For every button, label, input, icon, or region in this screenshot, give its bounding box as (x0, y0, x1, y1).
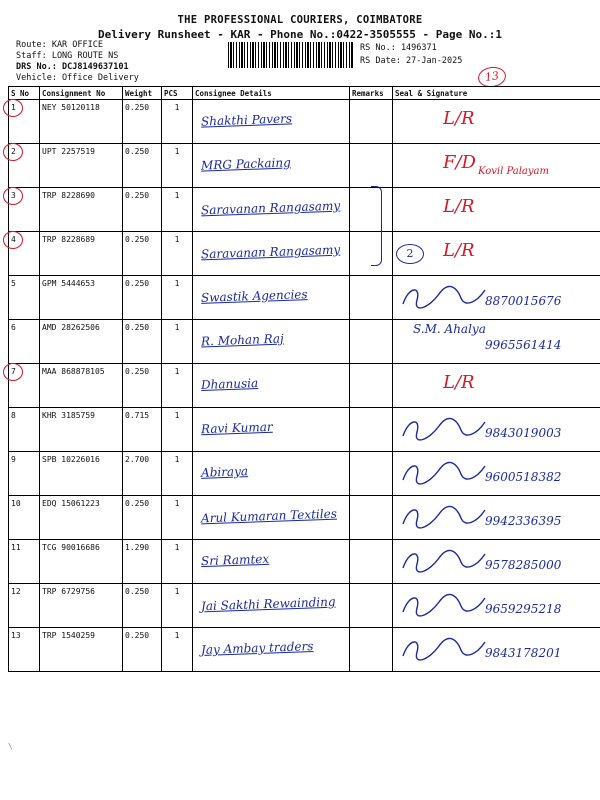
cell-remarks (350, 584, 393, 628)
cell-sno (9, 144, 40, 188)
sno-value: 5 (11, 279, 16, 288)
table-row (9, 364, 600, 408)
cell-weight: 1.290 (123, 540, 162, 584)
signature-scribble (399, 458, 489, 488)
cell-remarks (350, 100, 393, 144)
sno-value: 13 (11, 631, 21, 640)
phone-number: 8870015676 (485, 294, 562, 308)
drs-number: DRS No.: DCJ8149637101 (16, 62, 129, 72)
consignee-handwriting: Swastik Agencies (200, 287, 308, 305)
cell-remarks (350, 628, 393, 672)
sno-value: 7 (11, 367, 16, 376)
cell-remarks (350, 540, 393, 584)
cell-sno (9, 320, 40, 364)
cell-seal (393, 144, 600, 188)
cell-remarks (350, 408, 393, 452)
phone-number: 9965561414 (485, 338, 562, 352)
return-mark: L/R (443, 240, 475, 261)
red-circle-mark (3, 363, 23, 381)
cell-seal (393, 100, 600, 144)
cell-weight: 0.250 (123, 320, 162, 364)
cell-consignee (193, 408, 350, 452)
cell-sno (9, 100, 40, 144)
cell-seal (393, 408, 600, 452)
cell-seal (393, 584, 600, 628)
cell-consignee (193, 276, 350, 320)
cell-seal (393, 452, 600, 496)
cell-sno (9, 408, 40, 452)
cell-pcs: 1 (162, 584, 193, 628)
cell-sno (9, 188, 40, 232)
cell-remarks (350, 276, 393, 320)
signature-scribble (399, 590, 489, 620)
phone-number: 9843019003 (485, 426, 562, 440)
sno-value: 4 (11, 235, 16, 244)
cell-seal (393, 188, 600, 232)
cell-weight: 0.250 (123, 628, 162, 672)
cell-sno (9, 584, 40, 628)
location-note: Kovil Palayam (478, 166, 549, 177)
handwritten-page-count: 13 (477, 65, 508, 89)
cell-weight: 0.250 (123, 188, 162, 232)
return-mark: F/D (443, 152, 476, 173)
cell-weight: 0.250 (123, 496, 162, 540)
signature-scribble (399, 546, 489, 576)
col-weight: Weight (123, 87, 162, 100)
cell-consignment: TRP 8228689 (40, 232, 123, 276)
signature-scribble (399, 634, 489, 664)
cell-pcs: 1 (162, 100, 193, 144)
cell-consignee (193, 188, 350, 232)
cell-remarks (350, 452, 393, 496)
cell-weight: 0.250 (123, 584, 162, 628)
cell-sno (9, 628, 40, 672)
consignee-handwriting: Ravi Kumar (200, 419, 273, 437)
cell-pcs: 1 (162, 144, 193, 188)
cell-consignment: TRP 6729756 (40, 584, 123, 628)
cell-pcs: 1 (162, 276, 193, 320)
col-seal: Seal & Signature (393, 87, 600, 100)
phone-number: 9843178201 (485, 646, 562, 660)
sno-value: 6 (11, 323, 16, 332)
cell-consignment: GPM 5444653 (40, 276, 123, 320)
cell-consignee (193, 144, 350, 188)
cell-pcs: 1 (162, 232, 193, 276)
cell-sno (9, 232, 40, 276)
cell-weight: 0.250 (123, 364, 162, 408)
col-pcs: PCS (162, 87, 193, 100)
cell-sno (9, 540, 40, 584)
phone-number: 9942336395 (485, 514, 562, 528)
cell-seal (393, 364, 600, 408)
cell-seal (393, 628, 600, 672)
cell-pcs: 1 (162, 408, 193, 452)
sno-value: 9 (11, 455, 16, 464)
grouping-count-mark: 2 (396, 244, 424, 264)
table-row (9, 628, 600, 672)
cell-consignment: EDQ 15061223 (40, 496, 123, 540)
consignee-handwriting: Jai Sakthi Rewainding (200, 594, 336, 614)
consignee-handwriting: Abiraya (200, 464, 249, 480)
grouping-bracket (371, 186, 382, 266)
cell-pcs: 1 (162, 188, 193, 232)
table-header (9, 87, 600, 100)
return-mark: L/R (443, 108, 475, 129)
cell-weight: 0.715 (123, 408, 162, 452)
cell-weight: 0.250 (123, 100, 162, 144)
consignee-handwriting: Dhanusia (200, 376, 259, 392)
sno-value: 2 (11, 147, 16, 156)
sno-value: 3 (11, 191, 16, 200)
sno-value: 11 (11, 543, 21, 552)
table-row (9, 408, 600, 452)
consignee-handwriting: Saravanan Rangasamy (200, 198, 341, 218)
company-title: THE PROFESSIONAL COURIERS, COIMBATORE (177, 14, 423, 26)
cell-consignee (193, 628, 350, 672)
rs-date: RS Date: 27-Jan-2025 (360, 56, 463, 66)
table-row (9, 100, 600, 144)
cell-remarks (350, 320, 393, 364)
cell-sno (9, 496, 40, 540)
cell-weight: 0.250 (123, 232, 162, 276)
table-row (9, 232, 600, 276)
table-row (9, 496, 600, 540)
vehicle-label: Vehicle: Office Delivery (16, 73, 139, 83)
cell-consignment: KHR 3185759 (40, 408, 123, 452)
return-mark: L/R (443, 196, 475, 217)
cell-remarks (350, 144, 393, 188)
red-circle-mark (3, 143, 23, 161)
consignee-handwriting: Arul Kumaran Textiles (200, 506, 338, 526)
signature-scribble (399, 502, 489, 532)
cell-pcs: 1 (162, 628, 193, 672)
cell-consignment: TCG 90016686 (40, 540, 123, 584)
cell-pcs: 1 (162, 540, 193, 584)
cell-pcs: 1 (162, 452, 193, 496)
barcode (228, 42, 354, 68)
return-mark: L/R (443, 372, 475, 393)
red-circle-mark (3, 99, 23, 117)
staff-label: Staff: LONG ROUTE NS (16, 51, 119, 61)
cell-seal (393, 496, 600, 540)
sno-value: 1 (11, 103, 16, 112)
phone-number: 9659295218 (485, 602, 562, 616)
cell-consignment: TRP 1540259 (40, 628, 123, 672)
red-circle-mark (3, 231, 23, 249)
col-sno: S No (9, 87, 40, 100)
receiver-name: S.M. Ahalya (413, 322, 486, 336)
cell-consignment: TRP 8228690 (40, 188, 123, 232)
consignee-handwriting: R. Mohan Raj (200, 331, 285, 349)
table-row (9, 584, 600, 628)
cell-sno (9, 276, 40, 320)
signature-scribble (399, 414, 489, 444)
table-row (9, 320, 600, 364)
col-consignment: Consignment No (40, 87, 123, 100)
cell-seal (393, 320, 600, 364)
runsheet-title: Delivery Runsheet - KAR - Phone No.:0422-3505555 - Page No.:1 (98, 28, 502, 41)
consignee-handwriting: Sri Ramtex (200, 551, 270, 569)
table-row (9, 188, 600, 232)
cell-weight: 0.250 (123, 276, 162, 320)
cell-consignee (193, 540, 350, 584)
cell-consignee (193, 100, 350, 144)
consignee-handwriting: Saravanan Rangasamy (200, 242, 341, 262)
table-row (9, 540, 600, 584)
route-label: Route: KAR OFFICE (16, 40, 103, 50)
table-row (9, 276, 600, 320)
cell-seal (393, 540, 600, 584)
phone-number: 9600518382 (485, 470, 562, 484)
phone-number: 9578285000 (485, 558, 562, 572)
consignee-handwriting: MRG Packaing (200, 155, 292, 173)
consignee-handwriting: Shakthi Pavers (200, 111, 293, 129)
cell-pcs: 1 (162, 320, 193, 364)
runsheet-table (8, 86, 600, 672)
cell-remarks (350, 364, 393, 408)
cell-consignment: AMD 28262506 (40, 320, 123, 364)
cell-sno (9, 452, 40, 496)
cell-pcs: 1 (162, 364, 193, 408)
cell-consignee (193, 320, 350, 364)
cell-consignment: MAA 868878105 (40, 364, 123, 408)
cell-sno (9, 364, 40, 408)
rs-number: RS No.: 1496371 (360, 43, 437, 53)
signature-scribble (399, 282, 489, 312)
cell-weight: 2.700 (123, 452, 162, 496)
cell-consignee (193, 584, 350, 628)
cell-consignee (193, 452, 350, 496)
sno-value: 8 (11, 411, 16, 420)
cell-consignment: UPT 2257519 (40, 144, 123, 188)
red-circle-mark (3, 187, 23, 205)
cell-consignee (193, 496, 350, 540)
cell-consignee (193, 364, 350, 408)
table-row (9, 144, 600, 188)
cell-consignee (193, 232, 350, 276)
corner-mark: \ (8, 742, 13, 751)
cell-seal (393, 276, 600, 320)
cell-remarks (350, 496, 393, 540)
cell-weight: 0.250 (123, 144, 162, 188)
cell-pcs: 1 (162, 496, 193, 540)
col-consignee: Consignee Details (193, 87, 350, 100)
consignee-handwriting: Jay Ambay traders (200, 639, 314, 657)
sno-value: 10 (11, 499, 21, 508)
sno-value: 12 (11, 587, 21, 596)
cell-consignment: NEY 50120118 (40, 100, 123, 144)
col-remarks: Remarks (350, 87, 393, 100)
table-row (9, 452, 600, 496)
cell-consignment: SPB 10226016 (40, 452, 123, 496)
